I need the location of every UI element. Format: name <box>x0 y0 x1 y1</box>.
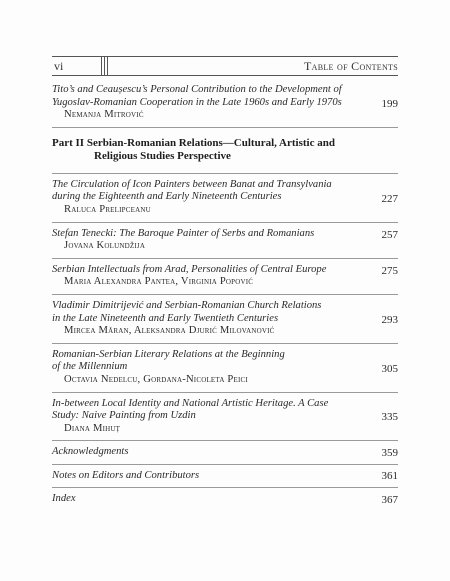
toc-entry-title: Romanian-Serbian Literary Relations at the Beginning <box>52 348 285 360</box>
header-rule-bottom <box>52 75 398 76</box>
toc-entry-title: Stefan Tenecki: The Baroque Painter of Serbs and Romanians <box>52 227 315 239</box>
toc-entry-page: 361 <box>381 470 398 483</box>
toc-entry-title: in the Late Nineteenth and Early Twentieth Centuries <box>52 312 279 324</box>
toc-entry-acknowledgments <box>52 446 398 459</box>
header-page-number: vi <box>54 59 64 73</box>
entry-divider <box>52 487 398 488</box>
toc-entry-title: during the Eighteenth and Early Nineteenth Centuries <box>52 191 282 203</box>
toc-entry-title: Tito’s and Ceaușescu’s Personal Contribution to the Development of <box>52 84 342 95</box>
toc-entry-pantea-popovic <box>52 264 398 289</box>
toc-entry-author: Raluca Prelipceanu <box>64 203 151 215</box>
entry-divider <box>52 392 398 393</box>
toc-entry-page: 227 <box>381 192 398 205</box>
toc-entry-title: of the Millennium <box>52 361 128 373</box>
entry-divider <box>52 294 398 295</box>
toc-entry-title: Acknowledgments <box>52 446 129 458</box>
toc-entry-notes-contributors <box>52 470 398 483</box>
toc-entry-title: Notes on Editors and Contributors <box>52 469 200 481</box>
entry-divider <box>52 343 398 344</box>
toc-entry-author: Nemanja Mitrović <box>64 109 144 121</box>
header-title: Table of Contents <box>304 59 398 73</box>
toc-entry-author: Jovana Kolundžija <box>64 240 146 252</box>
toc-entry-author: Octavia Nedelcu, Gordana-Nicoleta Peici <box>64 373 248 385</box>
entry-divider <box>52 258 398 259</box>
part-heading <box>52 133 398 168</box>
part-heading-line1: Part II Serbian-Romanian Relations—Cultural, Artistic and <box>52 136 335 149</box>
toc-entry-page: 275 <box>381 264 398 277</box>
toc-entry-page: 293 <box>381 313 398 326</box>
toc-entry-nedelcu-peici <box>52 349 398 387</box>
toc-entry-kolundzija <box>52 228 398 253</box>
toc-entry-index <box>52 493 398 506</box>
toc-entry-page: 199 <box>381 97 398 110</box>
running-header <box>52 56 398 76</box>
entry-divider <box>52 464 398 465</box>
entry-divider <box>52 222 398 223</box>
toc-entry-title: The Circulation of Icon Painters between Banat and Transylvania <box>52 178 332 190</box>
toc-entry-title: Yugoslav-Romanian Cooperation in the Late 1960s and Early 1970s <box>52 96 342 108</box>
toc-entry-page: 305 <box>381 362 398 375</box>
toc-entry-prelipceanu <box>52 179 398 217</box>
toc-entry-title: Vladimir Dimitrijević and Serbian-Romanian Church Relations <box>52 299 322 311</box>
toc-entry-title: Serbian Intellectuals from Arad, Personalities of Central Europe <box>52 263 327 275</box>
table-of-contents <box>52 84 398 506</box>
toc-entry-page: 257 <box>381 228 398 241</box>
entry-divider <box>52 440 398 441</box>
entry-divider <box>52 127 398 128</box>
toc-entry-mitrovic <box>52 84 398 122</box>
toc-entry-page: 367 <box>381 494 398 507</box>
toc-entry-title: In-between Local Identity and National Artistic Heritage. A Case <box>52 397 329 409</box>
entry-divider <box>52 173 398 174</box>
toc-entry-maran-milovanovic <box>52 300 398 338</box>
toc-entry-author: Diana Mihuț <box>64 422 121 434</box>
toc-entry-page: 335 <box>381 411 398 424</box>
header-ornament-bars <box>101 56 108 75</box>
toc-entry-title: Study: Naive Painting from Uzdin <box>52 410 196 422</box>
toc-entry-author: Maria Alexandra Pantea, Virginia Popović <box>64 276 254 288</box>
part-heading-line2: Religious Studies Perspective <box>94 150 231 163</box>
toc-entry-page: 359 <box>381 446 398 459</box>
toc-entry-author: Mircea Măran, Aleksandra Djurić Milovanović <box>64 325 275 337</box>
toc-entry-mihut <box>52 398 398 436</box>
toc-entry-title: Index <box>52 493 76 505</box>
